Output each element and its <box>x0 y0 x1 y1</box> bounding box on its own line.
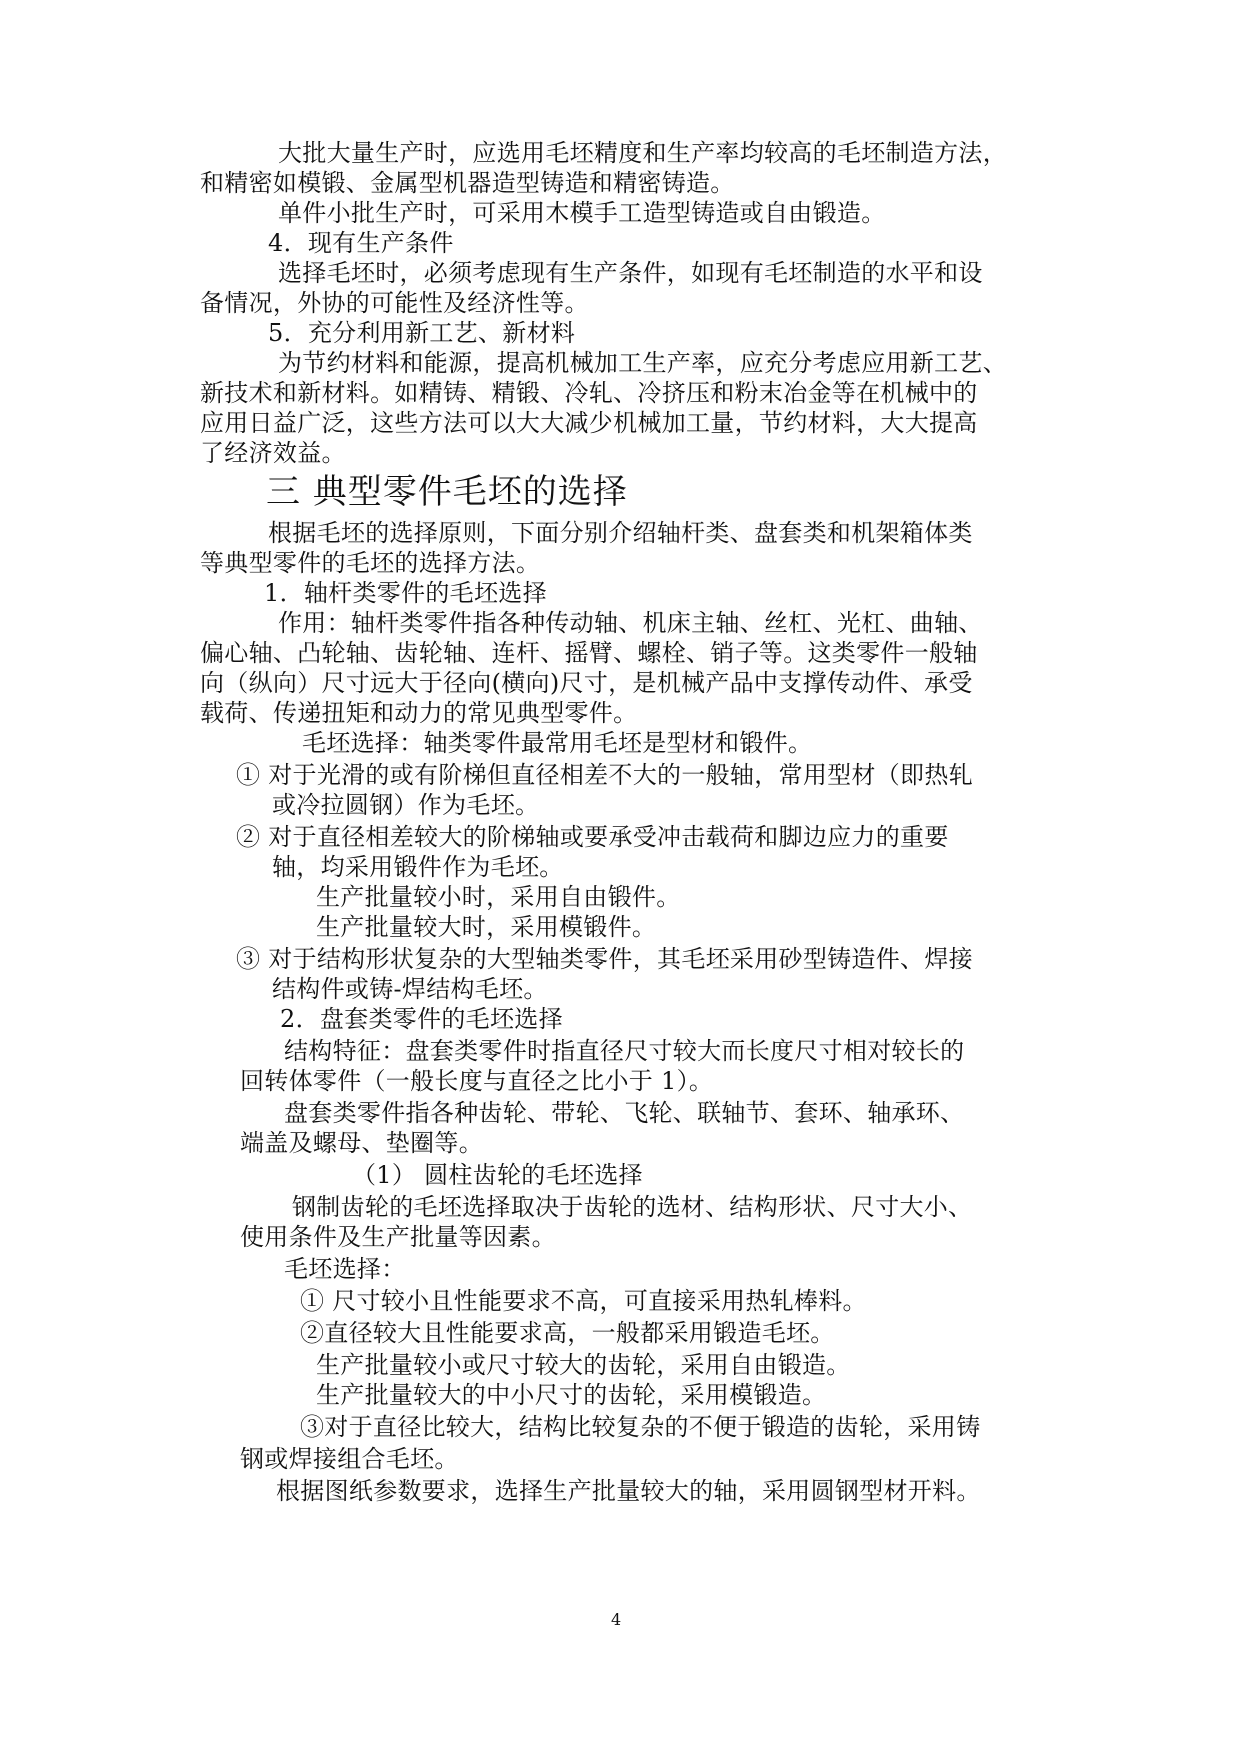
text-line: 轴，均采用锻件作为毛坯。 <box>272 853 564 881</box>
list-heading: 4．现有生产条件 <box>268 229 454 257</box>
text-line: 端盖及螺母、垫圈等。 <box>240 1129 483 1157</box>
text-line: 生产批量较小时，采用自由锻件。 <box>316 883 681 911</box>
text-line: 载荷、传递扭矩和动力的常见典型零件。 <box>200 699 638 727</box>
list-heading: 2．盘套类零件的毛坯选择 <box>280 1005 563 1033</box>
text-line: 生产批量较大的中小尺寸的齿轮，采用模锻造。 <box>316 1381 827 1409</box>
text-line: 结构件或铸-焊结构毛坯。 <box>272 975 548 1003</box>
text-line: 根据毛坯的选择原则，下面分别介绍轴杆类、盘套类和机架箱体类 <box>268 519 973 547</box>
text-line: 了经济效益。 <box>200 439 346 467</box>
text-line: 大批大量生产时，应选用毛坯精度和生产率均较高的毛坯制造方法， <box>278 139 1007 167</box>
text-line: 选择毛坯时，必须考虑现有生产条件，如现有毛坯制造的水平和设 <box>278 259 983 287</box>
numbered-item: ③ 对于结构形状复杂的大型轴类零件，其毛坯采用砂型铸造件、焊接 <box>236 945 973 973</box>
sub-heading: （1） 圆柱齿轮的毛坯选择 <box>352 1161 643 1189</box>
text-line: 单件小批生产时，可采用木模手工造型铸造或自由锻造。 <box>278 199 886 227</box>
text-line: 结构特征：盘套类零件时指直径尺寸较大而长度尺寸相对较长的 <box>284 1037 965 1065</box>
list-heading: 1．轴杆类零件的毛坯选择 <box>264 579 547 607</box>
text-line: 新技术和新材料。如精铸、精锻、冷轧、冷挤压和粉末冶金等在机械中的 <box>200 379 978 407</box>
section-heading: 三 典型零件毛坯的选择 <box>266 472 628 512</box>
text-line: 或冷拉圆钢）作为毛坯。 <box>272 791 540 819</box>
text-line: 毛坯选择：轴类零件最常用毛坯是型材和锻件。 <box>302 729 813 757</box>
numbered-item: ②直径较大且性能要求高，一般都采用锻造毛坯。 <box>300 1319 835 1347</box>
numbered-item: ② 对于直径相差较大的阶梯轴或要承受冲击载荷和脚边应力的重要 <box>236 823 949 851</box>
text-line: 生产批量较大时，采用模锻件。 <box>316 913 657 941</box>
text-line: 生产批量较小或尺寸较大的齿轮，采用自由锻造。 <box>316 1351 851 1379</box>
text-line: 钢或焊接组合毛坯。 <box>240 1445 459 1473</box>
text-line: 备情况，外协的可能性及经济性等。 <box>200 289 589 317</box>
text-line: 应用日益广泛，这些方法可以大大减少机械加工量，节约材料，大大提高 <box>200 409 978 437</box>
text-line: 等典型零件的毛坯的选择方法。 <box>200 549 541 577</box>
text-line: 和精密如模锻、金属型机器造型铸造和精密铸造。 <box>200 169 735 197</box>
text-line: 使用条件及生产批量等因素。 <box>240 1223 556 1251</box>
text-line: 盘套类零件指各种齿轮、带轮、飞轮、联轴节、套环、轴承环、 <box>284 1099 965 1127</box>
text-line: 毛坯选择： <box>284 1255 406 1283</box>
text-line: 钢制齿轮的毛坯选择取决于齿轮的选材、结构形状、尺寸大小、 <box>292 1193 973 1221</box>
numbered-item: ① 对于光滑的或有阶梯但直径相差不大的一般轴，常用型材（即热轧 <box>236 761 973 789</box>
page-number: 4 <box>611 1610 622 1629</box>
numbered-item: ③对于直径比较大，结构比较复杂的不便于锻造的齿轮，采用铸 <box>300 1413 981 1441</box>
text-line: 偏心轴、凸轮轴、齿轮轴、连杆、摇臂、螺栓、销子等。这类零件一般轴 <box>200 639 978 667</box>
text-line: 回转体零件（一般长度与直径之比小于 1）。 <box>240 1067 714 1095</box>
text-line: 为节约材料和能源，提高机械加工生产率，应充分考虑应用新工艺、 <box>278 349 1007 377</box>
list-heading: 5．充分利用新工艺、新材料 <box>268 319 576 347</box>
text-line: 根据图纸参数要求，选择生产批量较大的轴，采用圆钢型材开料。 <box>276 1477 981 1505</box>
text-line: 向（纵向）尺寸远大于径向(横向)尺寸，是机械产品中支撑传动件、承受 <box>200 669 973 697</box>
text-line: 作用：轴杆类零件指各种传动轴、机床主轴、丝杠、光杠、曲轴、 <box>278 609 983 637</box>
numbered-item: ① 尺寸较小且性能要求不高，可直接采用热轧棒料。 <box>300 1287 867 1315</box>
